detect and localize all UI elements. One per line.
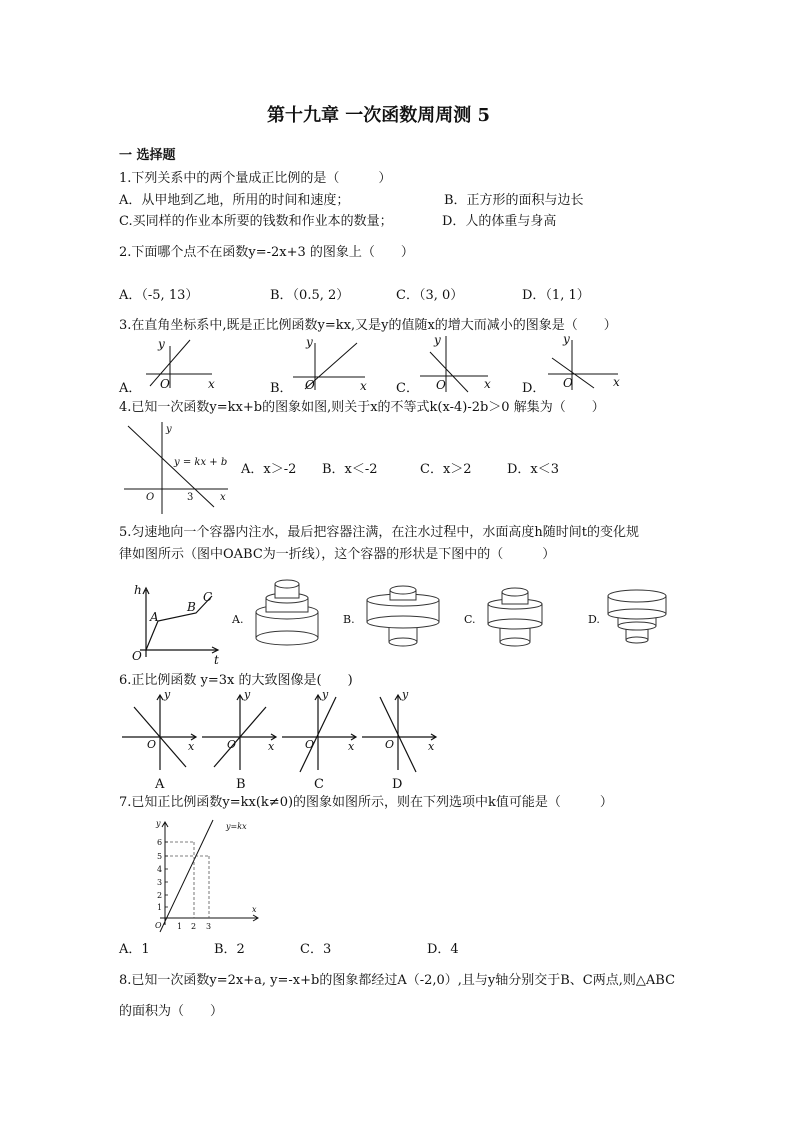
q3-c-x-label: x: [484, 377, 491, 391]
q6-c-y-label: y: [322, 688, 329, 701]
q7-ytick-1: 1: [157, 903, 163, 912]
q1-option-c: C.买同样的作业本所要的钱数和作业本的数量；: [119, 214, 393, 229]
q5-point-c: C: [203, 590, 213, 604]
page-title: 第十九章 一次函数周周测 5: [267, 105, 491, 126]
q3-b-origin: O: [305, 378, 315, 392]
q7-option-b: B．2: [214, 942, 245, 957]
q5-option-b: B.: [343, 613, 355, 626]
q3-option-a: A．: [119, 381, 142, 396]
q6-option-c: C: [314, 777, 324, 792]
q4-y-label: y: [166, 424, 172, 435]
q6-d-origin: O: [385, 738, 395, 751]
q5-stem-line2: 律如图所示（图中OABC为一折线），这个容器的形状是下图中的（ ）: [119, 547, 556, 562]
q6-b-origin: O: [227, 738, 237, 751]
q7-option-d: D．4: [427, 942, 459, 957]
q7-ytick-3: 3: [157, 878, 163, 887]
q3-b-y-label: y: [306, 335, 313, 349]
q3-a-y-label: y: [158, 337, 165, 351]
q7-stem: 7.已知正比例函数y=kx(k≠0)的图象如图所示，则在下列选项中k值可能是（ ）: [119, 795, 613, 810]
q7-ytick-6: 6: [157, 838, 163, 847]
q5-point-a: A: [150, 610, 159, 624]
q5-option-c: C.: [464, 613, 476, 626]
q1-option-a: A．从甲地到乙地，所用的时间和速度；: [119, 193, 350, 208]
q6-option-a: A: [155, 777, 165, 792]
q7-ytick-4: 4: [157, 865, 163, 874]
q3-c-y-label: y: [434, 333, 441, 347]
q5-h-label: h: [134, 583, 142, 597]
q7-option-a: A．1: [119, 942, 150, 957]
q4-option-a: A．x＞-2: [241, 462, 297, 477]
q7-xtick-1: 1: [177, 922, 183, 931]
q1-stem: 1.下列关系中的两个量成正比例的是（ ）: [119, 171, 392, 186]
q5-origin: O: [132, 649, 142, 663]
q5-option-d: D.: [588, 613, 600, 626]
q8-stem-line2: 的面积为（ ）: [119, 1004, 224, 1019]
q6-c-x-label: x: [348, 740, 355, 753]
q7-x-label: x: [252, 905, 257, 914]
q6-a-y-label: y: [164, 688, 171, 701]
q4-line-label: y = kx + b: [174, 457, 228, 468]
q7-origin: O: [155, 921, 162, 930]
q4-origin: O: [146, 492, 155, 503]
q7-ytick-5: 5: [157, 852, 163, 861]
q3-d-y-label: y: [563, 332, 570, 346]
q5-t-label: t: [214, 653, 219, 667]
q6-c-origin: O: [305, 738, 315, 751]
q1-option-b: B．正方形的面积与边长: [444, 193, 584, 208]
q3-option-c: C．: [396, 381, 419, 396]
q1-option-d: D．人的体重与身高: [442, 214, 557, 229]
q5-option-a: A.: [232, 613, 244, 626]
q5-stem-line1: 5.匀速地向一个容器内注水，最后把容器注满，在注水过程中，水面高度h随时间t的变化规: [119, 525, 640, 540]
q6-b-x-label: x: [268, 740, 275, 753]
q8-stem: 8.已知一次函数y=2x+a, y=-x+b的图象都经过A（-2,0）,且与y轴分别交于B、C两点,则△ABC: [119, 973, 676, 988]
q6-a-x-label: x: [188, 740, 195, 753]
q6-b-y-label: y: [244, 688, 251, 701]
q4-option-c: C．x＞2: [420, 462, 472, 477]
q7-y-label: y: [156, 819, 161, 828]
q5-point-b: B: [187, 600, 196, 614]
q6-stem: 6.正比例函数 y=3x 的大致图像是( ): [119, 673, 353, 688]
q3-a-x-label: x: [208, 377, 215, 391]
q7-option-c: C．3: [300, 942, 332, 957]
q3-c-origin: O: [436, 378, 446, 392]
q4-option-d: D．x＜3: [507, 462, 560, 477]
q2-stem: 2.下面哪个点不在函数y=-2x+3 的图象上（ ）: [119, 245, 414, 260]
q7-ytick-2: 2: [157, 891, 163, 900]
q2-option-b: B．（0.5, 2）: [270, 288, 350, 303]
q2-option-d: D．（1, 1）: [522, 288, 590, 303]
q2-option-a: A．（-5, 13）: [119, 288, 199, 303]
q4-tick-3: 3: [187, 492, 194, 503]
q3-option-b: B．: [270, 381, 293, 396]
q4-x-label: x: [220, 492, 226, 503]
q4-option-b: B．x＜-2: [322, 462, 378, 477]
q6-d-y-label: y: [402, 688, 409, 701]
q7-line-label: y=kx: [226, 822, 247, 831]
q7-xtick-3: 3: [206, 922, 212, 931]
q6-option-b: B: [236, 777, 246, 792]
q6-option-d: D: [392, 777, 403, 792]
q3-b-x-label: x: [360, 379, 367, 393]
q7-xtick-2: 2: [191, 922, 197, 931]
q3-d-origin: O: [563, 376, 573, 390]
section-heading: 一 选择题: [119, 148, 176, 163]
q3-stem: 3.在直角坐标系中,既是正比例函数y=kx,又是y的值随x的增大而减小的图象是（ ）: [119, 318, 617, 333]
q6-d-x-label: x: [428, 740, 435, 753]
q4-stem: 4.已知一次函数y=kx+b的图象如图,则关于x的不等式k(x-4)-2b＞0 解集为（ ）: [119, 400, 605, 415]
q3-option-d: D．: [522, 381, 546, 396]
q2-option-c: C．（3, 0）: [396, 288, 464, 303]
q6-a-origin: O: [147, 738, 157, 751]
q3-d-x-label: x: [613, 375, 620, 389]
q3-a-origin: O: [160, 377, 170, 391]
